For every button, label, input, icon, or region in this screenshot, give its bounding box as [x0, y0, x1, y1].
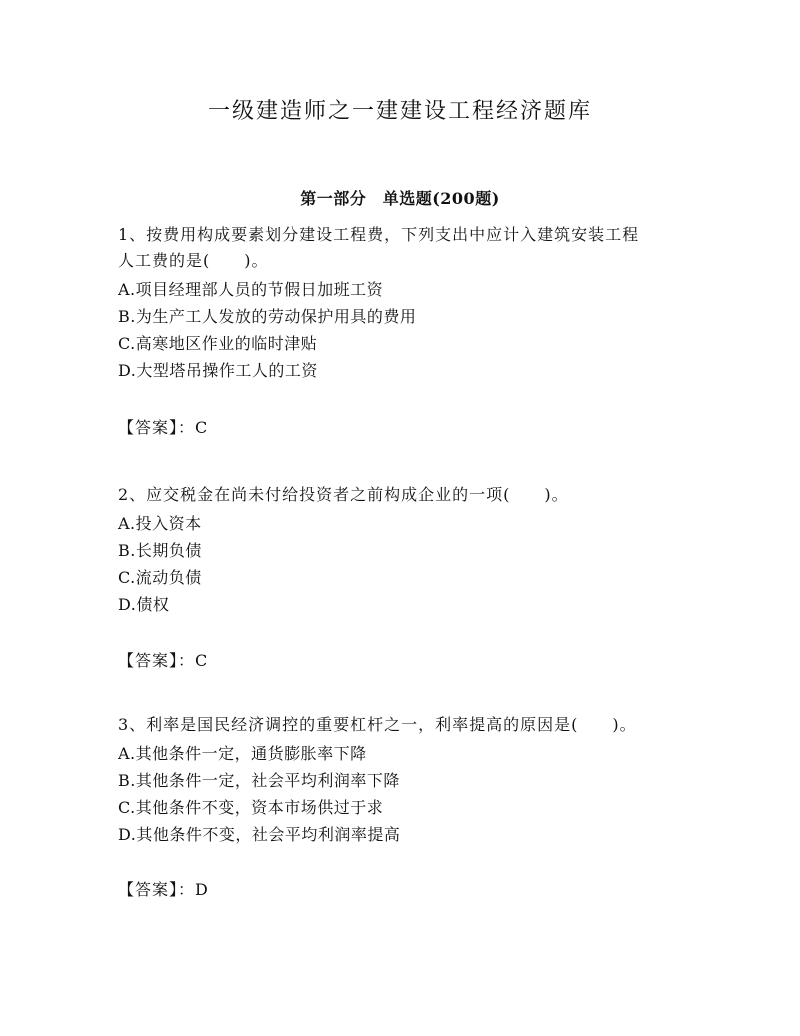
- answer-2: [118, 648, 208, 671]
- question-1: [118, 222, 688, 384]
- option-a: A.其他条件一定，通货膨胀率下降: [118, 744, 367, 763]
- answer-1: [118, 415, 208, 438]
- answer-label: 【答案】：: [118, 651, 196, 670]
- question-stem: [118, 222, 688, 274]
- answer-value: C: [195, 651, 209, 670]
- option-list: [118, 510, 688, 618]
- document-title: 一级建造师之一建建设工程经济题库: [207, 99, 592, 124]
- question-2: [118, 482, 688, 618]
- option-c: C.流动负债: [118, 568, 202, 587]
- option-list: [118, 740, 688, 848]
- question-stem-line: 2、应交税金在尚未付给投资者之前构成企业的一项( )。: [118, 485, 569, 504]
- answer-label: 【答案】：: [118, 418, 196, 437]
- answer-value: C: [195, 418, 209, 437]
- answer-label: 【答案】：: [118, 880, 196, 899]
- option-c: C.其他条件不变，资本市场供过于求: [118, 798, 384, 817]
- question-stem-line: 人工费的是( )。: [118, 251, 269, 270]
- option-a: A.投入资本: [118, 514, 202, 533]
- option-list: [118, 276, 688, 384]
- question-stem: [118, 712, 688, 738]
- question-stem-line: 3、利率是国民经济调控的重要杠杆之一，利率提高的原因是( )。: [118, 715, 637, 734]
- option-d: D.其他条件不变，社会平均利润率提高: [118, 825, 401, 844]
- answer-3: [118, 877, 209, 900]
- option-b: B.为生产工人发放的劳动保护用具的费用: [118, 307, 417, 326]
- option-b: B.其他条件一定，社会平均利润率下降: [118, 771, 400, 790]
- answer-value: D: [195, 880, 209, 899]
- option-c: C.高寒地区作业的临时津贴: [118, 334, 318, 353]
- option-d: D.债权: [118, 595, 170, 614]
- question-stem-line: 1、按费用构成要素划分建设工程费，下列支出中应计入建筑安装工程: [118, 225, 640, 244]
- option-d: D.大型塔吊操作工人的工资: [118, 361, 318, 380]
- section-title: 第一部分 单选题(200题): [300, 189, 500, 208]
- question-3: [118, 712, 688, 848]
- option-a: A.项目经理部人员的节假日加班工资: [118, 280, 384, 299]
- option-b: B.长期负债: [118, 541, 202, 560]
- question-stem: [118, 482, 688, 508]
